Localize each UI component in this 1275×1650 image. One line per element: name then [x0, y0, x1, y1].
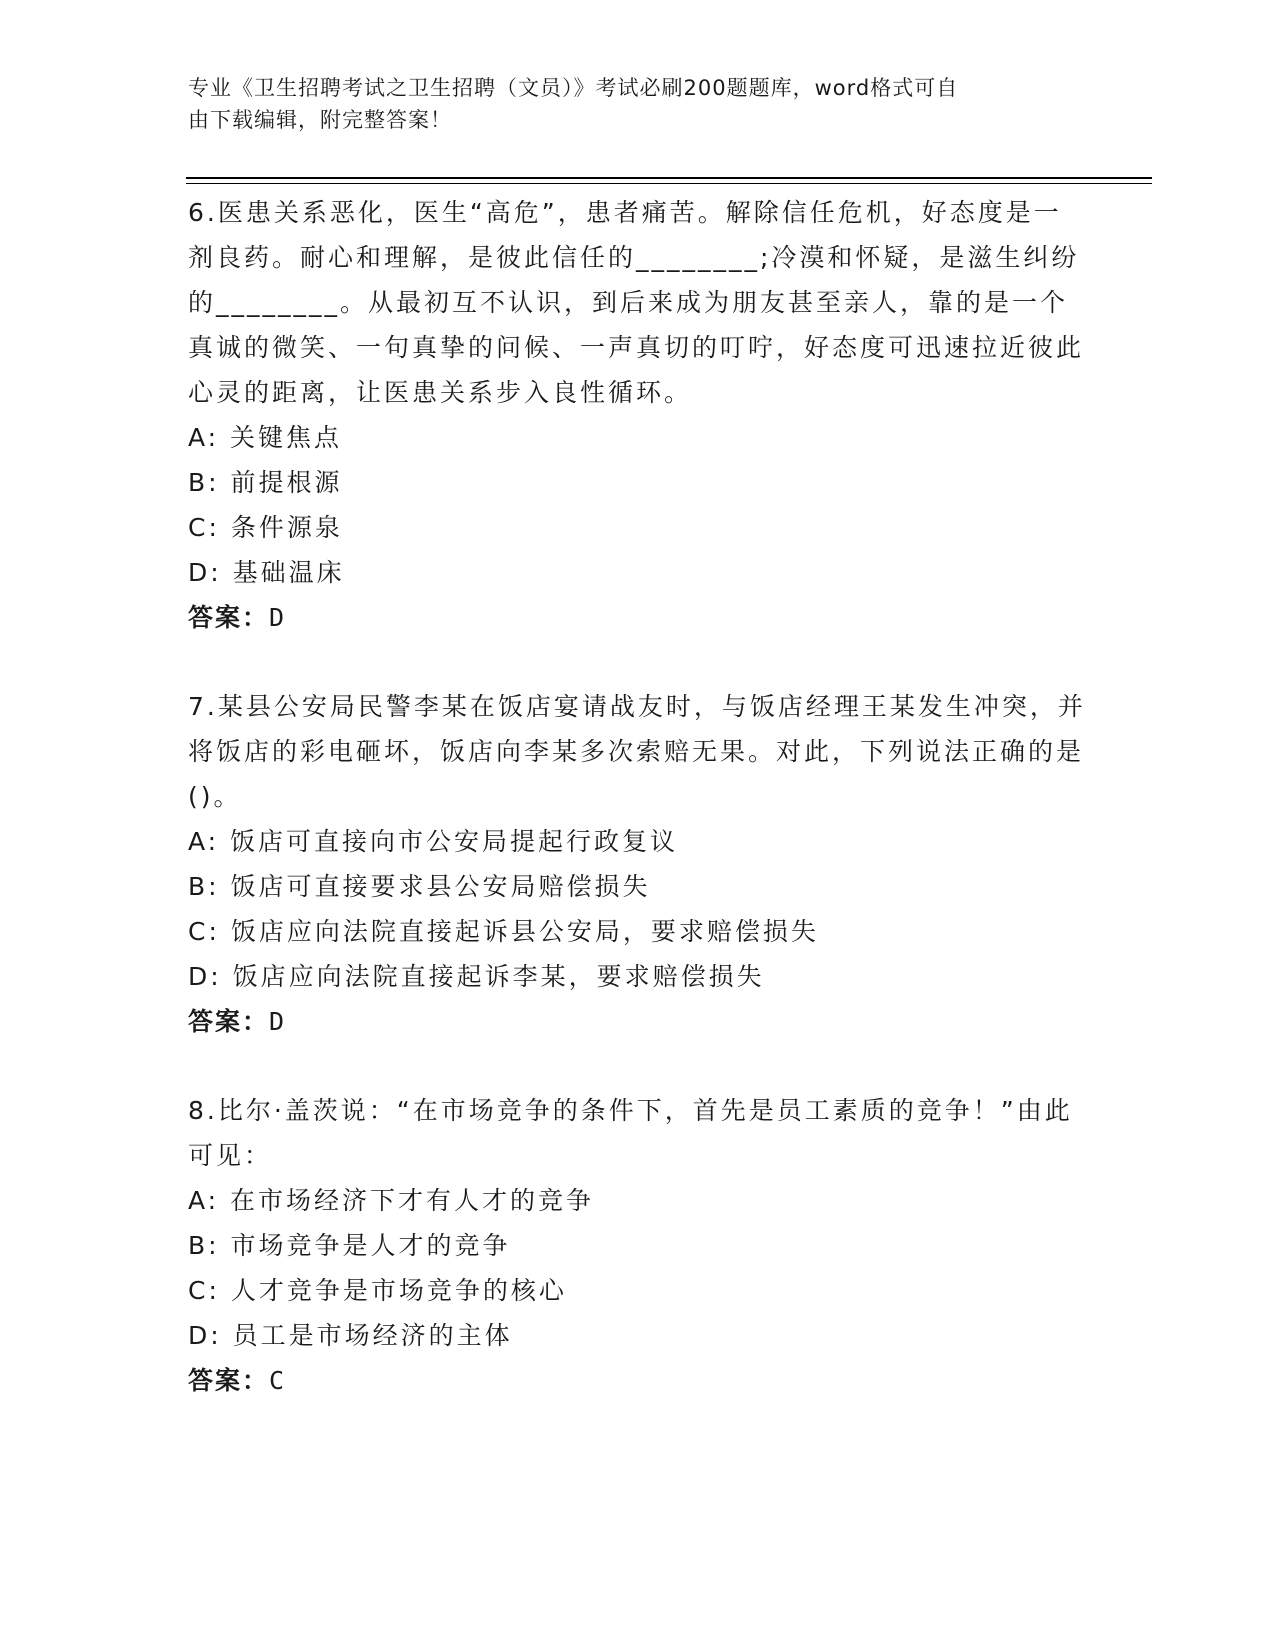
question-stem: 7.某县公安局民警李某在饭店宴请战友时，与饭店经理王某发生冲突，并将饭店的彩电砸坏，饭店向李某多次索赔无果。对此，下列说法正确的是()。 — [188, 692, 1086, 811]
answer-label: 答案： — [188, 603, 270, 632]
option-a: A: 饭店可直接向市公安局提起行政复议 — [188, 827, 679, 856]
answer-value: D — [269, 1007, 287, 1036]
header-line-2: 由下载编辑，附完整答案！ — [188, 108, 452, 132]
question-stem: 8.比尔·盖茨说：“在市场竞争的条件下，首先是员工素质的竞争！”由此可见： — [188, 1096, 1073, 1170]
option-b: B: 市场竞争是人才的竞争 — [188, 1231, 511, 1260]
answer-label: 答案： — [188, 1366, 270, 1395]
question-list — [188, 190, 1088, 1447]
question-stem: 6.医患关系恶化，医生“高危”，患者痛苦。解除信任危机，好态度是一剂良药。耐心和理解，是彼此信任的________;冷漠和怀疑，是滋生纠纷的________。从最初互不认识，到后来成为朋友甚至亲人，靠的是一个真诚的微笑、一句真挚的问候、一声真切的叮咛，好态度可迅速拉近彼此心灵的距离，让医患关系步入良性循环。 — [188, 198, 1085, 407]
header-line-1: 专业《卫生招聘考试之卫生招聘（文员）》考试必刷200题题库，word格式可自 — [188, 76, 959, 100]
option-a: A: 关键焦点 — [188, 423, 343, 452]
question-7 — [188, 684, 1088, 1044]
option-b: B: 饭店可直接要求县公安局赔偿损失 — [188, 872, 651, 901]
header-divider-thick — [186, 177, 1152, 179]
option-d: D: 饭店应向法院直接起诉李某，要求赔偿损失 — [188, 962, 765, 991]
answer-value: D — [269, 603, 287, 632]
option-c: C: 饭店应向法院直接起诉县公安局，要求赔偿损失 — [188, 917, 819, 946]
question-8 — [188, 1088, 1088, 1403]
document-header — [188, 72, 1088, 136]
answer-label: 答案： — [188, 1007, 270, 1036]
option-d: D: 员工是市场经济的主体 — [188, 1321, 513, 1350]
header-divider-thin — [186, 183, 1152, 184]
answer-line — [188, 1358, 1088, 1403]
option-c: C: 条件源泉 — [188, 513, 343, 542]
option-c: C: 人才竞争是市场竞争的核心 — [188, 1276, 567, 1305]
answer-value: C — [269, 1366, 287, 1395]
option-a: A: 在市场经济下才有人才的竞争 — [188, 1186, 595, 1215]
answer-line — [188, 595, 1088, 640]
option-b: B: 前提根源 — [188, 468, 343, 497]
question-6 — [188, 190, 1088, 640]
answer-line — [188, 999, 1088, 1044]
option-d: D: 基础温床 — [188, 558, 345, 587]
